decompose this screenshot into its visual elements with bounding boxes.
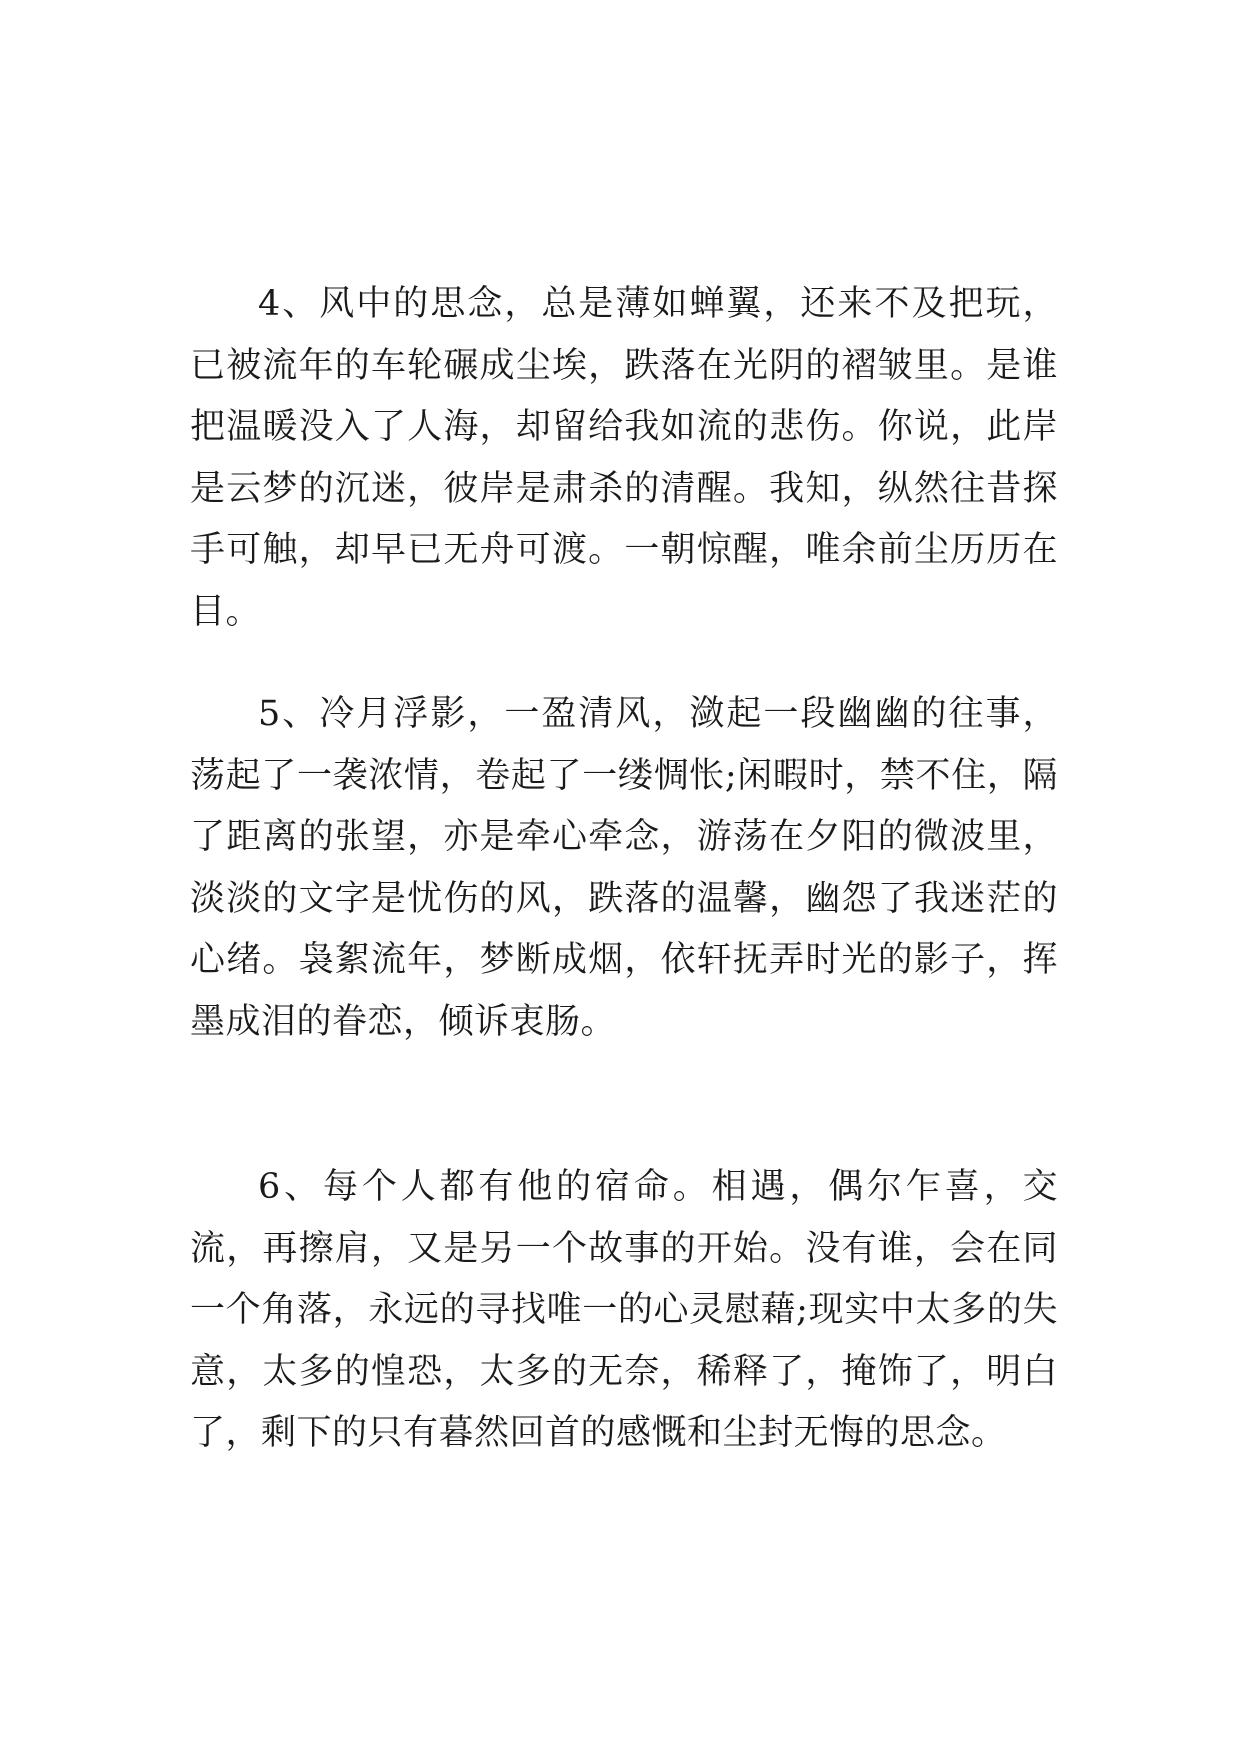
paragraph-4: 4、风中的思念，总是薄如蝉翼，还来不及把玩，已被流年的车轮碾成尘埃，跌落在光阴的褶皱里。是谁把温暖没入了人海，却留给我如流的悲伤。你说，此岸是云梦的沉迷，彼岸是肃杀的清醒。我知，纵然往昔探手可触，却早已无舟可渡。一朝惊醒，唯余前尘历历在目。 [190,284,1058,632]
paragraph-5: 5、冷月浮影，一盈清风，潋起一段幽幽的往事，荡起了一袭浓情，卷起了一缕惆怅;闲暇时，禁不住，隔了距离的张望，亦是牵心牵念，游荡在夕阳的微波里，淡淡的文字是忧伤的风，跌落的温馨，幽怨了我迷茫的心绪。袅絮流年，梦断成烟，依轩抚弄时光的影子，挥墨成泪的眷恋，倾诉衷肠。 [190,694,1058,1042]
paragraph-6: 6、每个人都有他的宿命。相遇，偶尔乍喜，交流，再擦肩，又是另一个故事的开始。没有谁，会在同一个角落，永远的寻找唯一的心灵慰藉;现实中太多的失意，太多的惶恐，太多的无奈，稀释了，掩饰了，明白了，剩下的只有暮然回首的感慨和尘封无悔的思念。 [190,1167,1058,1453]
